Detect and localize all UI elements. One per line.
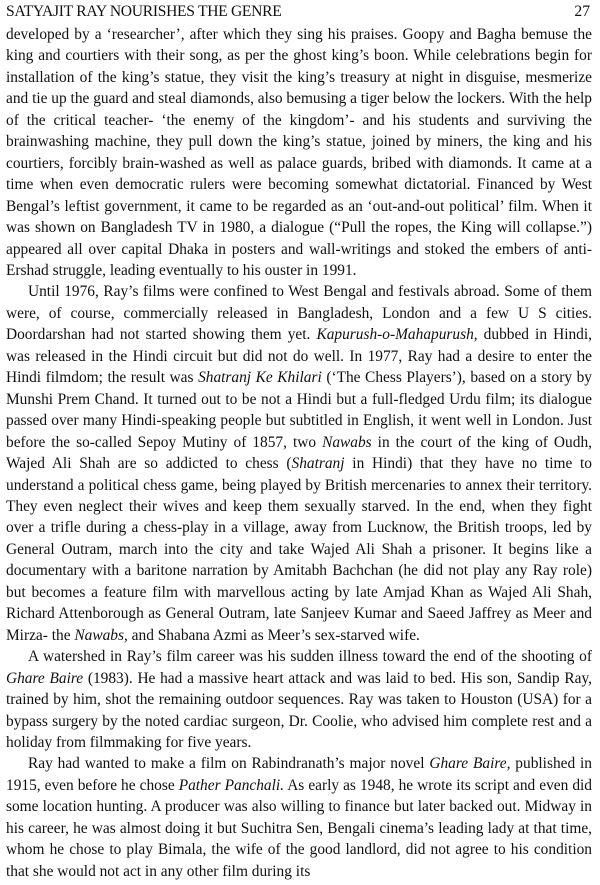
- paragraph: [6, 753, 592, 882]
- body-text: [6, 24, 592, 882]
- running-title: SATYAJIT RAY NOURISHES THE GENRE: [6, 3, 282, 20]
- text-run: Ray had wanted to make a film on Rabindranath’s major novel: [28, 755, 430, 773]
- text-run: (1983). He had a massive heart attack and was laid to bed. His son, Sandip Ray, trained by him, shot the remaining outdoor sequences. Ray was taken to Houston (USA) for a bypass surgery by the noted cardiac surgeon, Dr. Coolie, who advised him complete rest and a holiday from filmmaking for five years.: [6, 669, 592, 751]
- page-number: 27: [574, 3, 590, 20]
- text-run: , and Shabana Azmi as Meer’s sex-starved wife.: [123, 626, 420, 644]
- italic-title: Pather Panchali.: [178, 776, 285, 794]
- text-run: As early as 1948, he wrote its script and even did some location hunting. A producer was also willing to finance but later backed out. Midway in his career, he was almost doing it but Suchitra Sen, Bengali cinema’s leading lady at that time, whom he chose to play Bimala, the wife of the good landlord, did not agree to his condition that she would not act in any other film during its: [6, 776, 592, 880]
- italic-title: Nawabs: [74, 626, 124, 644]
- text-run: published in 1915, even before he chose: [6, 755, 592, 794]
- italic-title: Shatranj Ke Khilari: [198, 369, 322, 387]
- italic-title: Ghare Baire,: [429, 755, 511, 773]
- paragraph: [6, 646, 592, 753]
- text-run: dubbed in Hindi, was released in the Hindi circuit but did not do well. In 1977, Ray had a desire to enter the Hindi filmdom; the result was: [6, 326, 592, 387]
- paragraph: [6, 281, 592, 646]
- text-run: (‘The Chess Players’), based on a story by Munshi Prem Chand. It turned out to be not a Hindi but a full-fledged Urdu film; its dialogue passed over many Hindi-speaking people but subtitled in English, it went well in London. Just before the so-called Sepoy Mutiny of 1857, two: [6, 369, 592, 451]
- italic-title: Nawabs: [322, 433, 372, 451]
- text-run: Until 1976, Ray’s films were confined to West Bengal and festivals abroad. Some of them were, of course, commercially released in Bangladesh, London and a few U S cities. Doordarshan had not started showing them yet.: [6, 283, 592, 344]
- text-run: in the court of the king of Oudh, Wajed Ali Shah are so addicted to chess (: [6, 433, 592, 473]
- italic-title: Kapurush-o-Mahapurush,: [316, 326, 478, 344]
- italic-title: Ghare Baire: [6, 669, 84, 687]
- paragraph: [6, 24, 592, 281]
- text-run: in Hindi) that they have no time to understand a political chess game, being played by British mercenaries to annex their territory. They even neglect their wives and keep them sexually starved. In the end, when they fight over a trifle during a chess-play in a village, away from Lucknow, the British troops, led by General Outram, march into the city and take Wajed Ali Shah a prisoner. It begins like a documentary with a baritone narration by Amitabh Bachchan (he did not play any Ray role) but becomes a feature film with marvellous acting by late Amjad Khan as Wajed Ali Shah, Richard Attenborough as General Outram, late Sanjeev Kumar and Saeed Jaffrey as Meer and Mirza- the: [6, 455, 592, 644]
- text-run: A watershed in Ray’s film career was his sudden illness toward the end of the shooting of: [28, 648, 592, 666]
- running-header: [6, 3, 592, 24]
- text-run: developed by a ‘researcher’, after which they sing his praises. Goopy and Bagha bemuse the king and courtiers with their song, as per the ghost king’s boon. While celebrations begin for installation of the king’s statue, they visit the king’s treasury at night in disguise, mesmerize and tie up the guard and steal diamonds, also bemusing a tiger below the lockers. With the help of the critical teacher- ‘the enemy of the kingdom’- and his students and surviving the brainwashing machine, they pull down the king’s statue, joined by miners, the king and his courtiers, forcibly brain-washed as well as palace guards, bribed with diamonds. It came at a time when even democratic rulers were becoming somewhat dictatorial. Financed by West Bengal’s leftist government, it came to be regarded as an ‘out-and-out political’ film. When it was shown on Bangladesh TV in 1980, a dialogue (“Pull the ropes, the King will collapse.”) appeared all over capital Dhaka in posters and wall-writings and stoked the embers of anti-Ershad struggle, leading eventually to his ouster in 1991.: [6, 26, 592, 279]
- italic-title: Shatranj: [291, 455, 345, 473]
